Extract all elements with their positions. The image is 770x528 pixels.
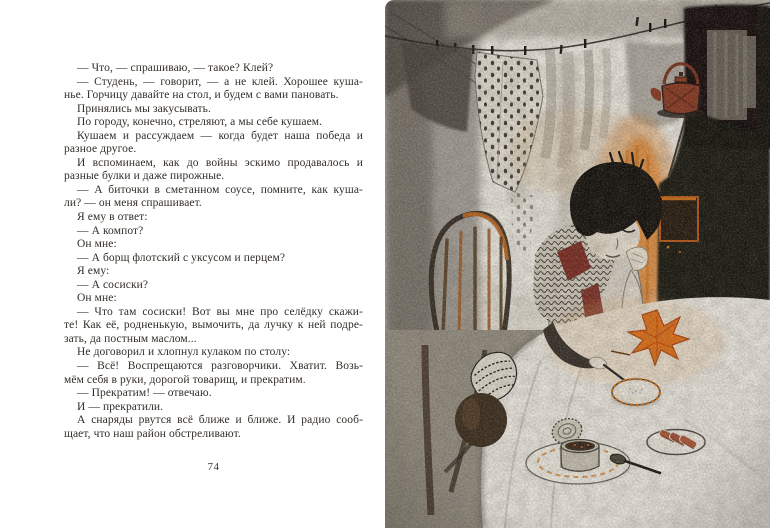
text-line: Я ему: [77, 265, 110, 278]
text-line: — Что там сосиски! Вот вы мне про селёдку скажи- [77, 305, 363, 318]
text-line: разное другое. [64, 143, 137, 156]
text-line: Я ему в ответ: [77, 211, 148, 224]
text-line: Кушаем и рассуждаем — когда будет наша победа и [77, 129, 363, 142]
text-line: разные булки и даже пирожные. [64, 170, 225, 183]
text-line: те! Как её, родненькую, вымочить, да лучку к ней подре- [64, 319, 363, 332]
text-line: — Всё! Воспрещаются разговорчики. Хватит. Возь- [77, 360, 363, 373]
text-line: щает, что наш район обстреливают. [64, 427, 241, 440]
text-line: зать, да постным маслом... [64, 332, 197, 345]
left-page-text [64, 62, 363, 441]
illustration-boy-at-table [385, 0, 770, 528]
text-line: И вспоминаем, как до войны эскимо продавалось и [77, 156, 363, 169]
text-line: А снаряды рвутся всё ближе и ближе. И радио сооб- [77, 414, 363, 427]
text-line: ли? — он меня спрашивает. [64, 197, 202, 210]
text-line: — А компот? [77, 224, 144, 237]
text-line: — Что, — спрашиваю, — такое? Клей? [77, 62, 274, 74]
text-line: мём себя в руки, дорогой товарищ, и прекратим. [64, 373, 306, 386]
page-number: 74 [207, 461, 220, 473]
text-line: По городу, конечно, стреляют, а мы себе кушаем. [77, 116, 323, 129]
text-line: — А сосиски? [77, 278, 149, 291]
text-line: — А биточки в сметанном соусе, помните, как куша- [77, 183, 363, 196]
text-line: Принялись мы закусывать. [77, 102, 211, 115]
text-line: — Студень, — говорит, — а не клей. Хорошее куша- [77, 75, 363, 88]
text-line: Он мне: [77, 238, 117, 251]
text-line: — Прекратим! — отвечаю. [77, 387, 212, 400]
text-line: нье. Горчицу давайте на стол, и будем с вами пановать. [64, 89, 339, 102]
right-page-illustration [385, 0, 770, 528]
text-line: Не договорил и хлопнул кулаком по столу: [77, 346, 291, 359]
text-line: — А борщ флотский с уксусом и перцем? [77, 251, 286, 264]
charcoal-texture [385, 0, 770, 528]
text-line: Он мне: [77, 292, 117, 305]
text-line: И — прекратили. [77, 400, 164, 413]
